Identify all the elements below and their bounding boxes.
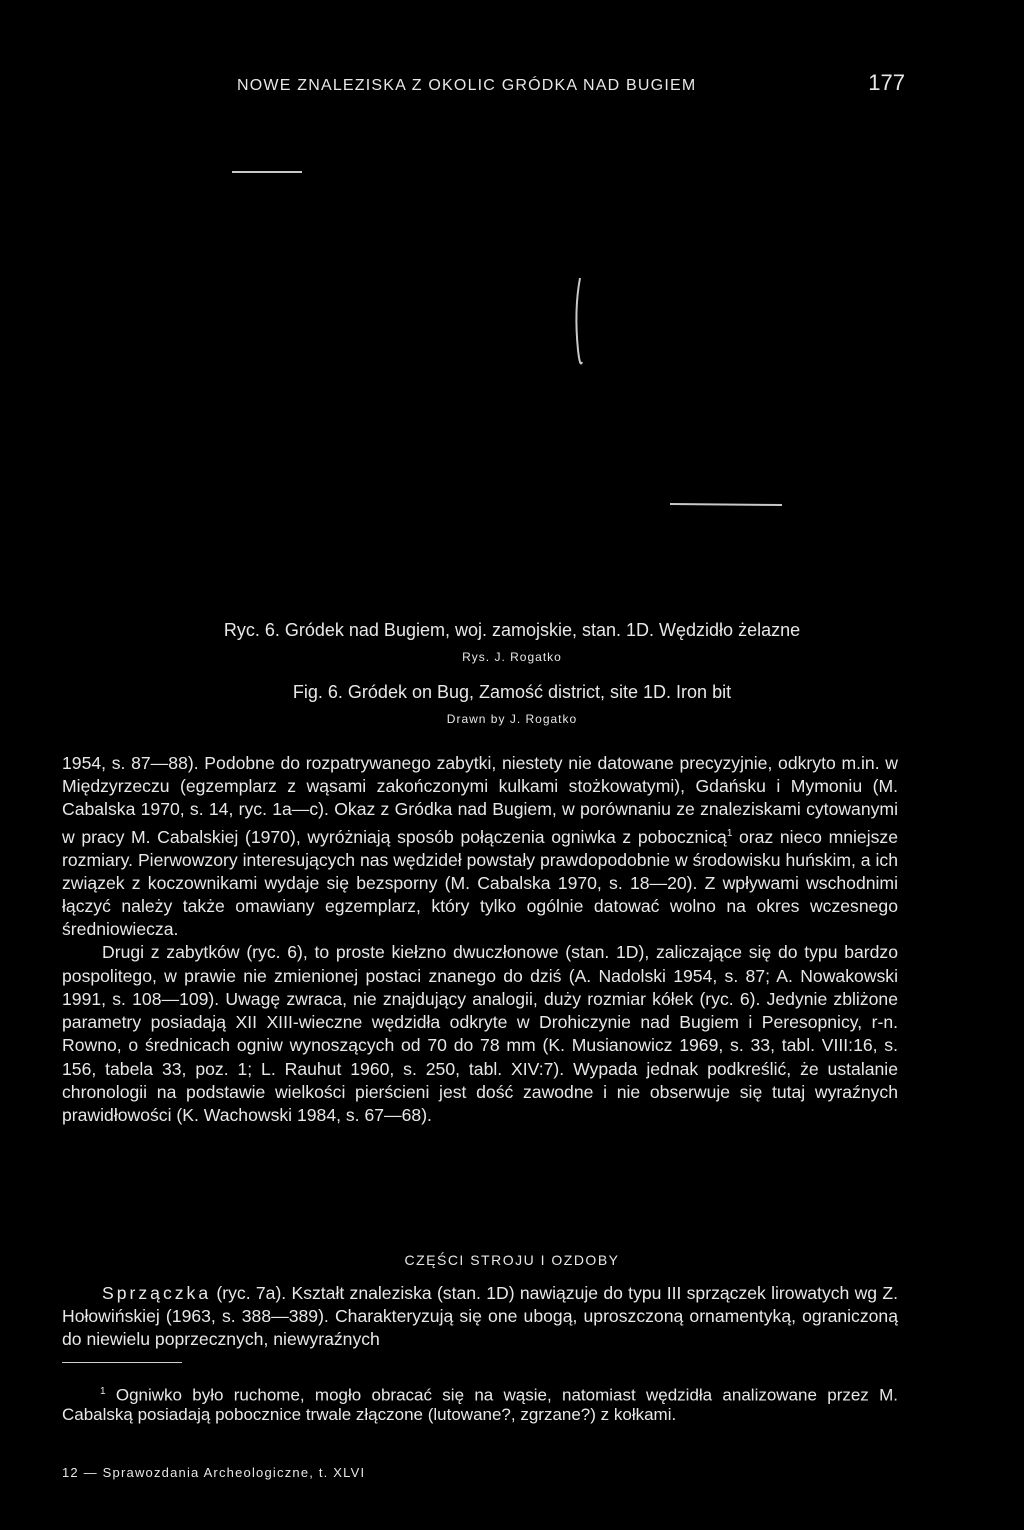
footnote-text: Ogniwko było ruchome, mogło obracać się na wąsie, natomiast wędzidła analizowane przez M. Cabalską posiadają pobocznice trwale złączone (lutowane?, zgrzane?) z kołkami. <box>62 1385 898 1424</box>
section-body <box>62 1282 898 1352</box>
figure-caption-pl: Ryc. 6. Gródek nad Bugiem, woj. zamojskie, stan. 1D. Wędzidło żelazne <box>223 620 801 640</box>
footnote <box>62 1382 898 1424</box>
paragraph-3-lead: Sprzączka <box>102 1283 212 1303</box>
figure-stroke-curve <box>576 278 582 364</box>
paragraph-1-text: 1954, s. 87—88). Podobne do rozpatrywanego zabytki, niestety nie datowane precyzyjnie, odkryto m.in. w Międzyrzeczu (egzemplarz z wąsami zakończonymi kulkami stożkowatymi), Gdańsku i Mymoniu (M. Cabalska 1970, s. 14, ryc. 1a—c). Okaz z Gródka nad Bugiem, w porównaniu ze znaleziskami cytowanymi w pracy M. Cabalskiej (1970), wyróżniają sposób połączenia ogniwka z pobocznicą <box>62 753 898 847</box>
footnote-reference[interactable]: 1 <box>726 827 733 839</box>
figure-stroke-bottom <box>670 504 782 505</box>
figure-credit-pl: Rys. J. Rogatko <box>462 650 562 664</box>
paragraph-3-text: (ryc. 7a). Kształt znaleziska (stan. 1D) nawiązuje do typu III sprzączek lirowatych wg Z. Hołowińskiej (1963, s. 388—389). Charakteryzują się one ubogą, uproszczoną ornamentyką, ograniczoną do niewielu poprzecznych, niewyraźnych <box>62 1283 898 1350</box>
section-heading: CZĘŚCI STROJU I OZDOBY <box>404 1252 620 1268</box>
paragraph-1 <box>62 752 898 941</box>
printer-signature: 12 — Sprawozdania Archeologiczne, t. XLVI <box>62 1465 366 1480</box>
paragraph-1-tail: oraz nieco mniejsze rozmiary. Pierwowzory interesujących nas wędzideł powstały prawdopodobnie w środowisku huńskim, a ich związek z koczownikami wydaje się bezsporny (M. Cabalska 1970, s. 18—20). Z wpływami wschodnimi łączyć należy także omawiany egzemplarz, który tylko ogólnie datować wolno na okres wczesnego średniowiecza. <box>62 826 898 940</box>
paragraph-3 <box>62 1282 898 1352</box>
figure-credit-en: Drawn by J. Rogatko <box>446 712 578 726</box>
page-number: 177 <box>868 70 905 95</box>
paragraph-2: Drugi z zabytków (ryc. 6), to proste kiełzno dwuczłonowe (stan. 1D), zaliczające się do typu bardzo pospolitego, w prawie nie zmienionej postaci znanego do dziś (A. Nadolski 1954, s. 87; A. Nowakowski 1991, s. 108—109). Uwagę zwraca, nie znajdujący analogii, duży rozmiar kółek (ryc. 6). Jedynie zbliżone parametry posiadają XII XIII-wieczne wędzidła odkryte w Drohiczynie nad Bugiem i Peresopnicy, r-n. Rowno, o średnicach ogniw wynoszących od 70 do 78 mm (K. Musianowicz 1969, s. 33, tabl. VIII:16, s. 156, tabela 33, poz. 1; L. Rauhut 1960, s. 250, tabl. XIV:7). Wypada jednak podkreślić, że ustalanie chronologii na podstawie wielkości pierścieni jest dość zawodne i nie obserwuje się tutaj wyraźnych prawidłowości (K. Wachowski 1984, s. 67—68). <box>62 942 898 1125</box>
body-text <box>62 752 898 1127</box>
figure-caption-en: Fig. 6. Gródek on Bug, Zamość district, site 1D. Iron bit <box>292 682 732 702</box>
running-head: NOWE ZNALEZISKA Z OKOLIC GRÓDKA NAD BUGIEM <box>237 77 697 94</box>
figure-iron-bit-drawing <box>0 150 1024 610</box>
page-header <box>237 70 905 96</box>
footnote-divider <box>62 1362 182 1363</box>
footnote-marker: 1 <box>100 1386 106 1397</box>
footnote-1 <box>62 1382 898 1424</box>
